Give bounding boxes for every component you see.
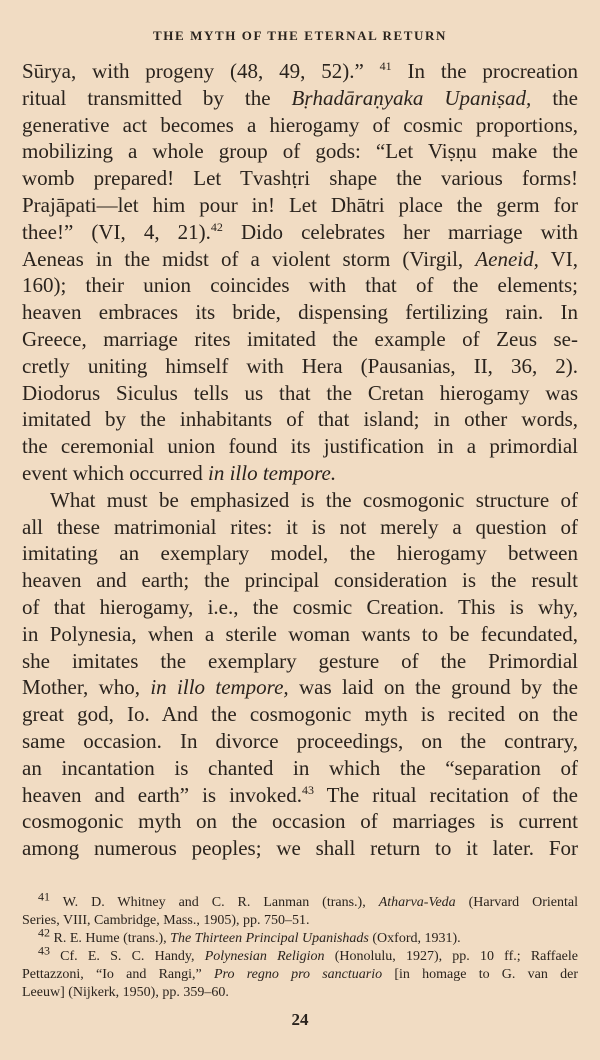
text-line xyxy=(22,728,578,755)
text-run: thee!” (VI, 4, 21). xyxy=(22,219,211,244)
text-run: Dido celebrates her marriage with xyxy=(222,219,578,244)
text-run: What must be emphasized is the cosmogonic structure of xyxy=(50,487,578,512)
text-run: Series, VIII, Cambridge, Mass., 1905), pp. 750–51. xyxy=(22,913,310,928)
text-run: the xyxy=(531,85,578,110)
footnote-line xyxy=(22,889,578,912)
note-reference: 42 xyxy=(38,925,50,940)
text-run: In the procreation xyxy=(391,59,578,83)
italic-text: Pro regno pro sanctuario xyxy=(213,967,383,982)
text-line xyxy=(22,112,578,139)
footnote-line xyxy=(22,912,578,930)
text-run: 160); their union coincides with that of the elements; xyxy=(22,273,578,298)
text-run: imitated by the inhabitants of that island; in other words, xyxy=(22,407,578,432)
text-run: of that hierogamy, i.e., the cosmic Creation. This is why, xyxy=(22,594,578,619)
text-run: Pettazzoni, “Io and Rangi,” xyxy=(22,967,214,982)
note-reference: 42 xyxy=(210,219,223,234)
text-run: womb prepared! Let Tvashṭri shape the various forms! xyxy=(22,166,578,191)
footnotes xyxy=(22,889,578,1002)
text-run: W. D. Whitney and C. R. Lanman (trans.), xyxy=(50,895,379,910)
text-run: cretly uniting himself with Hera (Pausanias, II, 36, 2). xyxy=(22,353,578,378)
text-line xyxy=(22,701,578,728)
text-run: (Harvard Oriental xyxy=(455,895,578,910)
italic-text: Bṛhadāraṇyaka Upaniṣad, xyxy=(291,85,532,110)
text-run: an incantation is chanted in which the “separation of xyxy=(22,755,578,780)
note-reference: 43 xyxy=(301,782,314,797)
text-run: Greece, marriage rites imitated the example of Zeus se- xyxy=(22,326,578,351)
text-run: [in homage to G. van der xyxy=(382,967,578,982)
italic-text: The Thirteen Principal Upanishads xyxy=(170,931,369,946)
text-line xyxy=(22,433,578,460)
italic-text: in illo tempore. xyxy=(208,460,337,485)
text-line xyxy=(22,380,578,407)
text-line xyxy=(22,85,578,112)
text-run: Leeuw] (Nijkerk, 1950), pp. 359–60. xyxy=(22,985,229,1000)
text-run: heaven embraces its bride, dispensing fertilizing rain. In xyxy=(22,300,578,325)
text-line xyxy=(22,246,578,273)
text-line xyxy=(22,835,578,862)
note-reference: 43 xyxy=(38,943,50,958)
text-run: in Polynesia, when a sterile woman wants to be fecundated, xyxy=(22,621,578,646)
text-run: ritual transmitted by the xyxy=(22,85,292,110)
italic-text: Aeneid, xyxy=(475,246,539,271)
text-run: was laid on the ground by the xyxy=(288,675,579,700)
text-line xyxy=(22,219,578,246)
text-line xyxy=(22,782,578,809)
italic-text: Atharva-Veda xyxy=(378,895,456,910)
text-run: generative act becomes a hierogamy of cosmic proportions, xyxy=(22,112,578,137)
text-run: among numerous peoples; we shall return to it later. For xyxy=(22,836,578,861)
footnote-line xyxy=(22,943,578,966)
footnote-line xyxy=(22,925,578,948)
text-run: R. E. Hume (trans.), xyxy=(50,931,171,946)
text-run: heaven and earth; the principal consideration is the result xyxy=(22,568,578,593)
text-line xyxy=(22,165,578,192)
note-reference: 41 xyxy=(379,59,392,73)
text-run: The ritual recitation of the xyxy=(313,782,578,807)
text-run: VI, xyxy=(538,246,579,271)
text-line xyxy=(22,514,578,541)
footnote-line xyxy=(22,984,578,1002)
text-line xyxy=(22,138,578,165)
italic-text: Polynesian Religion xyxy=(204,949,325,964)
text-run: Mother, who, xyxy=(22,675,151,700)
note-reference: 41 xyxy=(38,889,50,904)
text-run: the ceremonial union found its justification in a primordial xyxy=(22,434,578,459)
text-run: Sūrya, with progeny (48, 49, 52).” xyxy=(22,59,380,83)
text-line xyxy=(22,299,578,326)
text-run: Prajāpati—let him pour in! Let Dhātri place the germ for xyxy=(22,192,578,217)
text-line xyxy=(22,594,578,621)
text-line xyxy=(22,487,578,514)
text-run: imitating an exemplary model, the hierogamy between xyxy=(22,541,578,566)
text-line xyxy=(22,540,578,567)
text-run: all these matrimonial rites: it is not merely a question of xyxy=(22,514,578,539)
text-line xyxy=(22,648,578,675)
text-run: cosmogonic myth on the occasion of marriages is current xyxy=(22,809,578,834)
text-line xyxy=(22,192,578,219)
text-line xyxy=(22,272,578,299)
text-run: same occasion. In divorce proceedings, on the contrary, xyxy=(22,728,578,753)
text-run: great god, Io. And the cosmogonic myth is recited on the xyxy=(22,702,578,727)
text-line xyxy=(22,808,578,835)
text-run: (Oxford, 1931). xyxy=(368,931,461,946)
text-run: Diodorus Siculus tells us that the Cretan hierogamy was xyxy=(22,380,578,405)
text-line xyxy=(22,755,578,782)
text-run: Aeneas in the midst of a violent storm (Virgil, xyxy=(22,246,476,271)
text-run: event which occurred xyxy=(22,460,208,485)
page-number: 24 xyxy=(291,1010,309,1029)
body-text xyxy=(22,58,578,862)
text-run: (Honolulu, 1927), pp. 10 ff.; Raffaele xyxy=(324,949,578,964)
text-line xyxy=(22,353,578,380)
text-run: heaven and earth” is invoked. xyxy=(22,782,302,807)
text-line xyxy=(22,326,578,353)
text-line xyxy=(22,621,578,648)
text-line xyxy=(22,406,578,433)
italic-text: in illo tempore, xyxy=(150,675,289,700)
footnote-line xyxy=(22,966,578,984)
text-run: Cf. E. S. C. Handy, xyxy=(50,949,205,964)
text-run: she imitates the exemplary gesture of the Primordial xyxy=(22,648,578,673)
text-run: mobilizing a whole group of gods: “Let Viṣṇu make the xyxy=(22,139,578,164)
running-head: THE MYTH OF THE ETERNAL RETURN xyxy=(153,28,447,43)
text-line xyxy=(22,674,578,701)
text-line xyxy=(22,567,578,594)
text-line xyxy=(22,460,578,487)
text-line xyxy=(22,58,578,85)
